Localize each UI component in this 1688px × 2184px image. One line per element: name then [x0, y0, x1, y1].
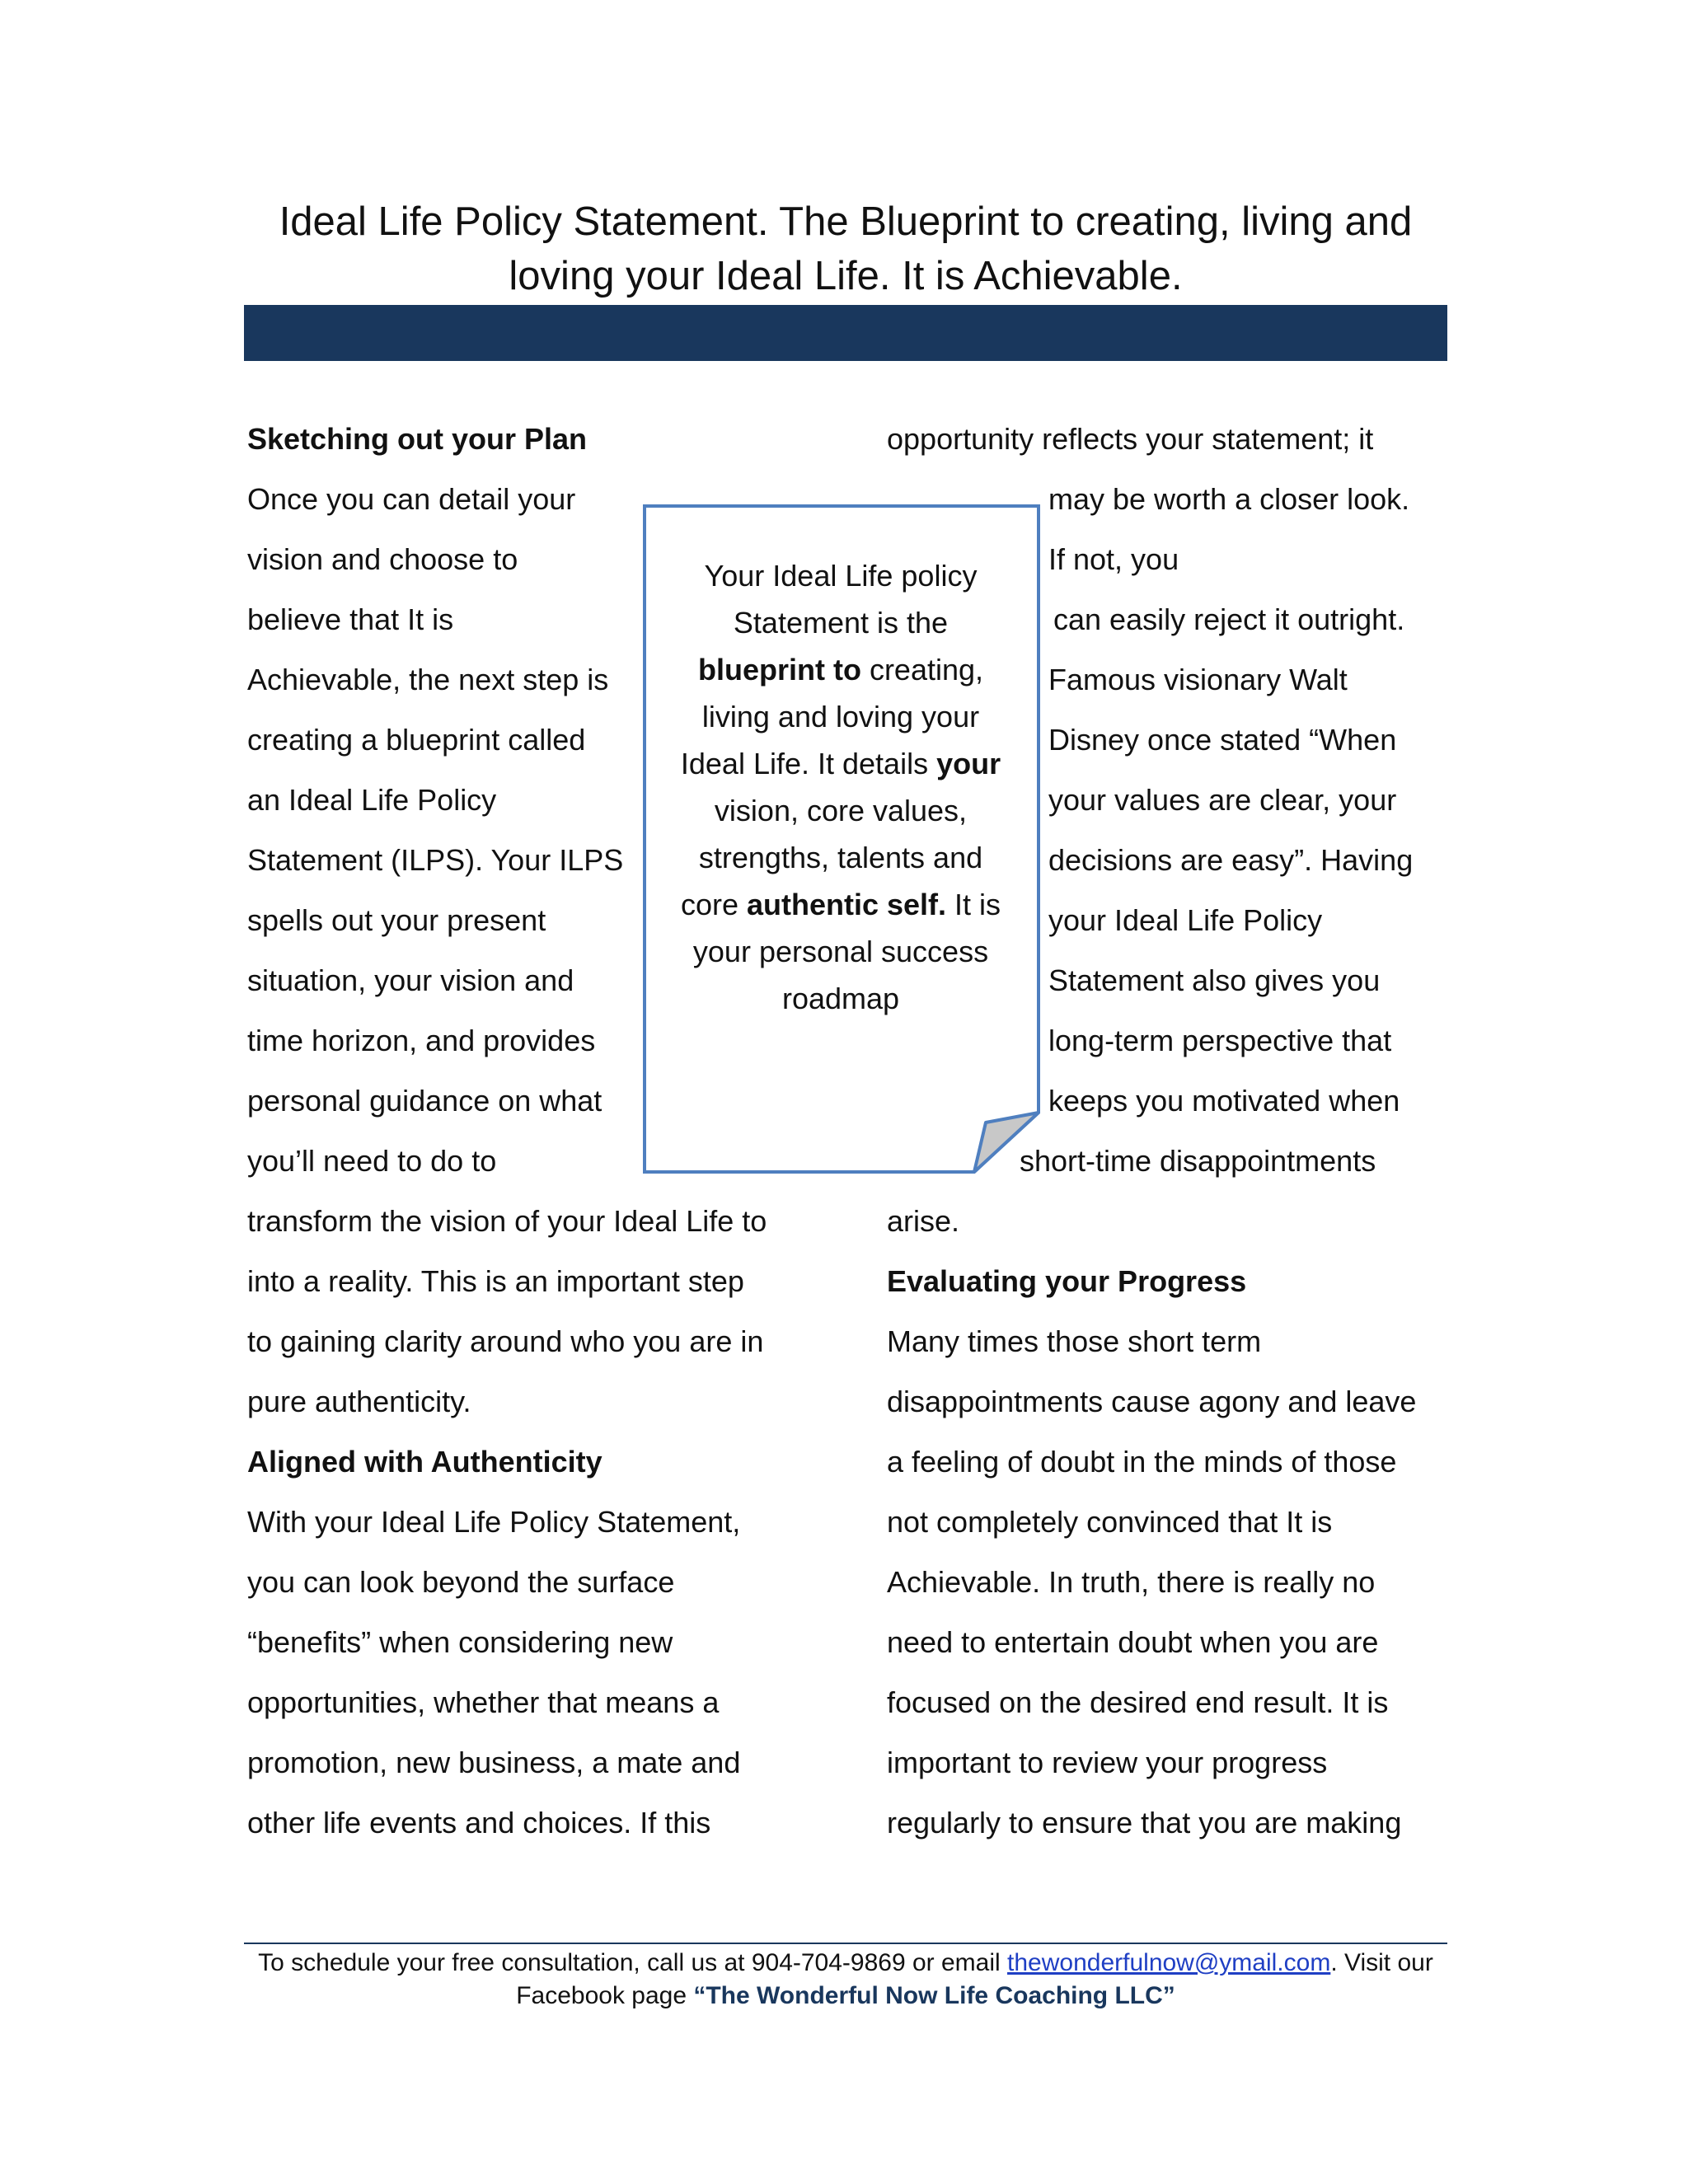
callout-text-part: creating, living and loving your Ideal Life. It details — [680, 653, 984, 780]
callout-bold-authentic: authentic self. — [746, 888, 947, 921]
footer — [244, 1947, 1447, 2013]
body-line: opportunities, whether that means a — [247, 1685, 720, 1719]
body-line: regularly to ensure that you are making — [887, 1806, 1402, 1840]
body-line: time horizon, and provides — [247, 1024, 596, 1057]
body-line: Achievable, the next step is — [247, 663, 609, 696]
footer-prefix: To schedule your free consultation, call us at 904-704-9869 or email — [258, 1949, 1008, 1976]
body-line: arise. — [887, 1204, 960, 1238]
body-line: believe that It is — [247, 602, 454, 636]
callout-bold-your: your — [936, 747, 1001, 780]
body-line: transform the vision of your Ideal Life to — [247, 1204, 767, 1238]
body-line: pure authenticity. — [247, 1385, 471, 1418]
body-line: short-time disappointments — [1020, 1144, 1376, 1178]
body-line: your values are clear, your — [1048, 783, 1397, 817]
body-line: disappointments cause agony and leave — [887, 1385, 1417, 1418]
callout-text — [676, 552, 1006, 1022]
body-line: an Ideal Life Policy — [247, 783, 497, 817]
email-link[interactable]: thewonderfulnow@ymail.com — [1007, 1949, 1331, 1976]
body-line: opportunity reflects your statement; it — [887, 422, 1374, 456]
section-heading: Sketching out your Plan — [247, 422, 588, 456]
callout-bold-blueprint: blueprint to — [697, 653, 861, 687]
body-line: need to entertain doubt when you are — [887, 1625, 1379, 1659]
body-line: you can look beyond the surface — [247, 1565, 675, 1599]
body-line: spells out your present — [247, 903, 546, 937]
body-line: Achievable. In truth, there is really no — [887, 1565, 1376, 1599]
callout-text-part: It is your personal success roadmap — [692, 888, 1001, 1015]
callout-text-part: vision, core values, strengths, talents and core — [680, 794, 983, 921]
body-line: Famous visionary Walt — [1048, 663, 1348, 696]
body-line: Disney once stated “When — [1048, 723, 1397, 757]
body-line: Statement also gives you — [1048, 963, 1381, 997]
body-line: vision and choose to — [247, 542, 518, 576]
body-line: long-term perspective that — [1048, 1024, 1392, 1057]
body-line: Statement (ILPS). Your ILPS — [247, 843, 624, 877]
body-line: focused on the desired end result. It is — [887, 1685, 1389, 1719]
body-line: Once you can detail your — [247, 482, 576, 516]
body-line: not completely convinced that It is — [887, 1505, 1333, 1539]
callout-note — [643, 504, 1040, 1177]
page-title: Ideal Life Policy Statement. The Blueprint to creating, living and loving your Ideal Life. It is Achievable. — [279, 199, 1413, 298]
footer-divider — [244, 1943, 1447, 1944]
body-line: can easily reject it outright. — [1053, 602, 1405, 636]
body-line: to gaining clarity around who you are in — [247, 1324, 764, 1358]
body-line: your Ideal Life Policy — [1048, 903, 1323, 937]
callout-text-part: Your Ideal Life policy Statement is the — [704, 559, 978, 640]
body-line: may be worth a closer look. — [1048, 482, 1410, 516]
body-line: If not, you — [1048, 542, 1179, 576]
body-line: With your Ideal Life Policy Statement, — [247, 1505, 741, 1539]
body-line: other life events and choices. If this — [247, 1806, 711, 1840]
body-line: a feeling of doubt in the minds of those — [887, 1445, 1397, 1479]
footer-suffix: . Visit our Facebook page — [516, 1949, 1433, 2009]
section-heading: Aligned with Authenticity — [247, 1445, 603, 1479]
body-line: Many times those short term — [887, 1324, 1262, 1358]
body-line: you’ll need to do to — [247, 1144, 497, 1178]
body-line: promotion, new business, a mate and — [247, 1746, 741, 1779]
facebook-page-name: “The Wonderful Now Life Coaching LLC” — [693, 1982, 1175, 2009]
body-line: into a reality. This is an important step — [247, 1264, 744, 1298]
body-line: creating a blueprint called — [247, 723, 586, 757]
body-line: important to review your progress — [887, 1746, 1328, 1779]
body-line: decisions are easy”. Having — [1048, 843, 1414, 877]
body-line: situation, your vision and — [247, 963, 574, 997]
title-banner — [244, 305, 1447, 361]
body-line: keeps you motivated when — [1048, 1084, 1400, 1118]
section-heading: Evaluating your Progress — [887, 1264, 1247, 1298]
body-line: “benefits” when considering new — [247, 1625, 673, 1659]
body-line: personal guidance on what — [247, 1084, 603, 1118]
